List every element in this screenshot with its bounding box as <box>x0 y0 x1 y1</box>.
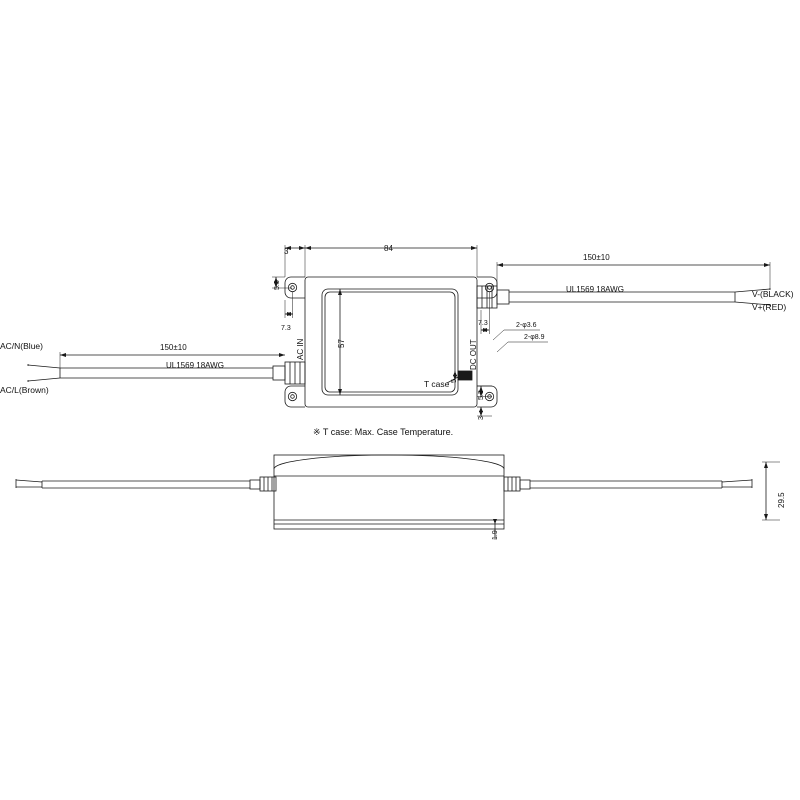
ac-input-lead-n <box>28 365 60 368</box>
mount-hole-bottom-large <box>288 392 296 400</box>
hole-callout-leader-2 <box>497 342 508 352</box>
mount-hole-bottom-small <box>291 395 295 399</box>
mount-hole-top-large <box>288 283 296 291</box>
dim-label-3-bottom: 3 <box>478 416 485 420</box>
side-lead-right <box>722 480 752 482</box>
dim-label-57: 57 <box>337 339 346 348</box>
dim-label-1p9: 1.9 <box>492 530 499 540</box>
dim-label-out-length: 150±10 <box>583 253 610 262</box>
hole-callout-small: 2-φ3.6 <box>516 322 537 329</box>
hole-callout-leader-1 <box>493 330 504 340</box>
dim-label-tcase-5: 5 <box>451 379 458 383</box>
dim-label-29p5: 29.5 <box>777 492 786 508</box>
dim-label-7p3-right: 7.3 <box>478 320 488 327</box>
side-body-outline <box>274 455 504 529</box>
side-top-cap <box>274 455 504 469</box>
dim-label-7p3-left: 7.3 <box>281 325 291 332</box>
mount-hole-top-small <box>291 286 295 290</box>
hole-callout-large: 2-φ8.9 <box>524 334 545 341</box>
wire-out-spec: UL1569 18AWG <box>566 285 624 294</box>
t-case-marker <box>458 371 472 380</box>
mount-hole-right-top-large <box>485 283 493 291</box>
ac-in-bushing <box>273 366 285 380</box>
dc-out-bushing <box>497 290 509 304</box>
dim-label-84: 84 <box>384 244 393 253</box>
ac-l-label: AC/L(Brown) <box>0 385 49 395</box>
t-case-label: T case <box>424 379 450 389</box>
dim-label-5p3-right: 5.3 <box>478 390 485 400</box>
dim-label-5p3-left: 5.3 <box>274 280 281 290</box>
side-bushing-right <box>520 480 530 489</box>
ac-n-label: AC/N(Blue) <box>0 341 43 351</box>
ac-input-lead-l <box>28 378 60 381</box>
v-minus-label: V-(BLACK) <box>752 289 794 299</box>
side-bushing-left <box>250 480 260 489</box>
case-body-outline <box>305 277 477 407</box>
dim-label-in-length: 150±10 <box>160 343 187 352</box>
dc-out-label: DC OUT <box>469 339 478 370</box>
ac-in-label: AC IN <box>296 338 305 360</box>
side-lead-left <box>16 480 42 482</box>
t-case-note: ※ T case: Max. Case Temperature. <box>313 427 454 437</box>
dim-label-3: 3 <box>284 247 289 256</box>
wire-in-spec: UL1569 18AWG <box>166 361 224 370</box>
v-plus-label: V+(RED) <box>752 302 787 312</box>
